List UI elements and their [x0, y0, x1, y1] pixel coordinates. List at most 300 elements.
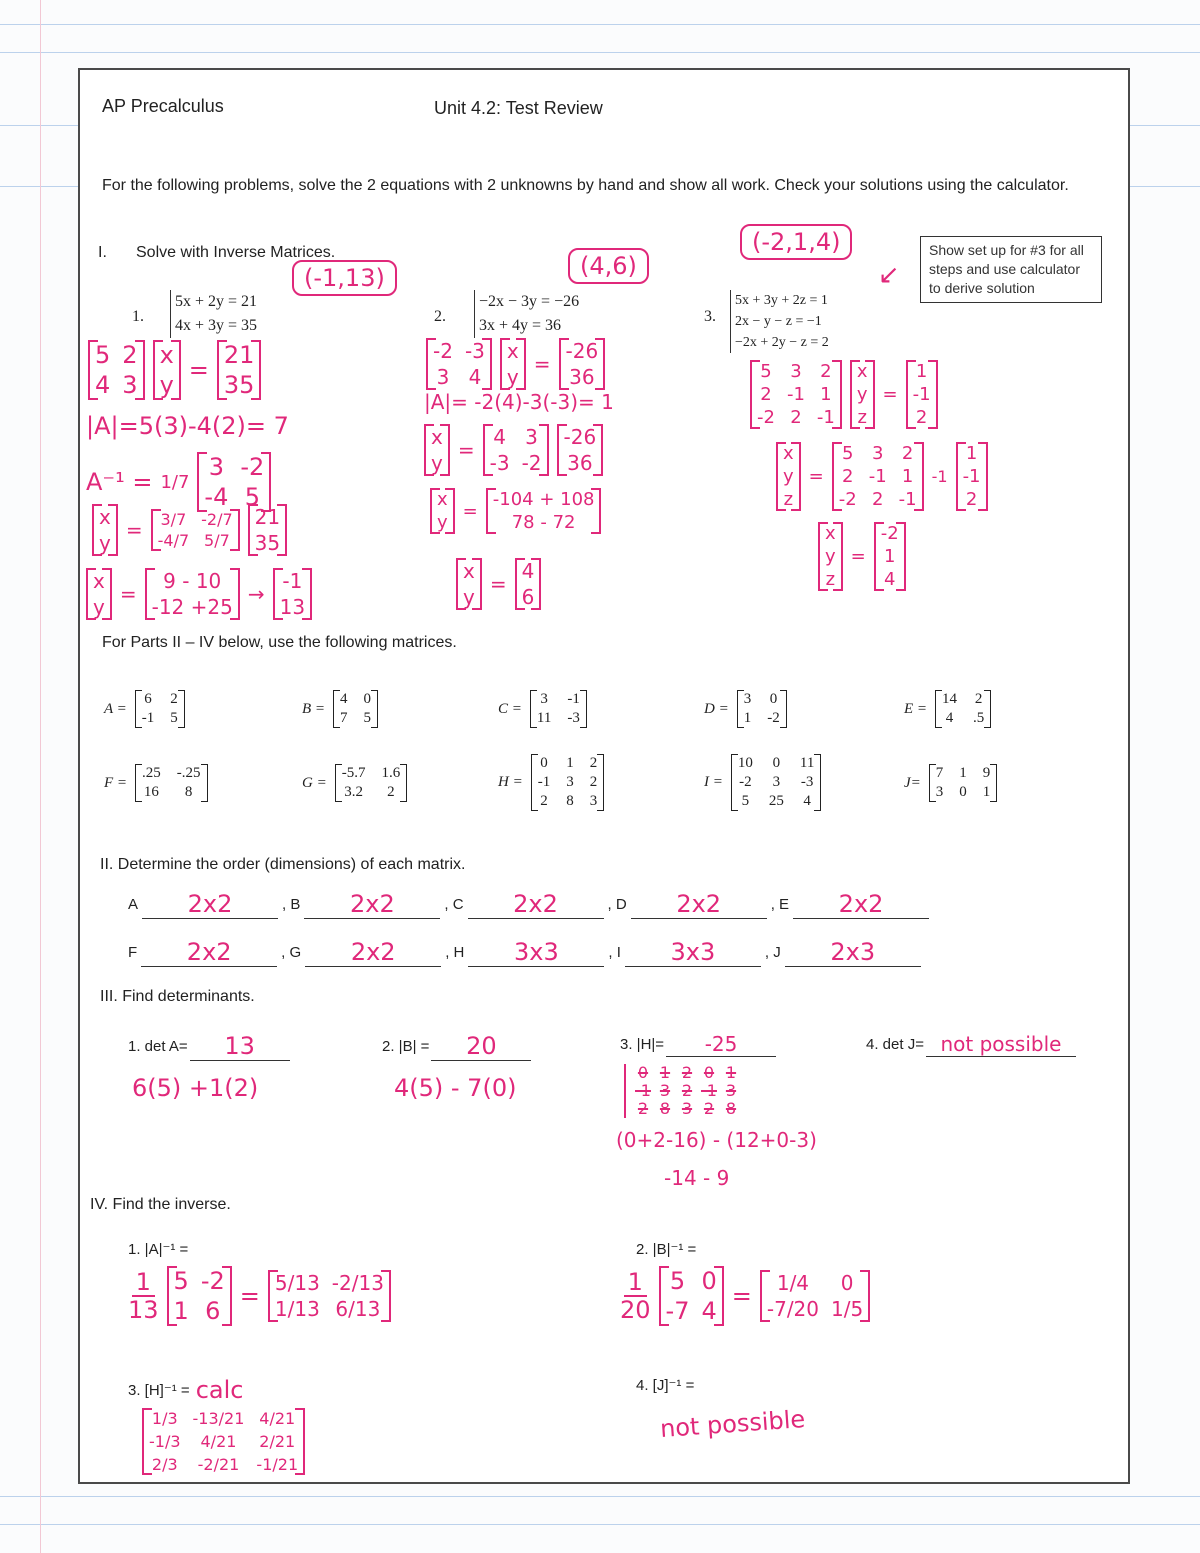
matrix-label: E =: [904, 700, 928, 717]
matrix-cell: 5: [363, 710, 372, 726]
matrix-cell: y: [825, 546, 836, 567]
matrix-cell: 3: [208, 453, 225, 481]
p1-step3-B: [248, 504, 287, 556]
matrix-cell: 4: [945, 710, 954, 726]
matrix-cell: -3: [464, 339, 485, 363]
matrix-cell: 2: [820, 361, 832, 382]
part2-row2: [128, 938, 921, 967]
matrix-cell: 36: [567, 451, 593, 475]
p2-eq2: 3x + 4y = 36: [479, 317, 562, 334]
matrix-cell: 1: [884, 546, 896, 567]
inv-q2-result: [760, 1270, 870, 1322]
matrix-cell: 13: [279, 595, 306, 619]
matrix-cell: 8: [566, 793, 574, 809]
inv-q4-answer: not possible: [659, 1404, 807, 1444]
p2-inverse-B: [557, 424, 604, 476]
p1-eq2: 4x + 3y = 35: [175, 317, 258, 334]
matrix-cell: 1/4: [776, 1271, 810, 1295]
matrix-cell: 14: [942, 691, 958, 707]
det-q1-answer: 13: [190, 1032, 290, 1061]
p1-arrow: →: [247, 582, 265, 606]
p2-setup: -2 -3 3 4 x y = -26 36: [426, 338, 605, 390]
p2-step3-X: [430, 488, 455, 534]
matrix-cell: 1: [566, 755, 574, 771]
part2-row1: [128, 890, 929, 919]
det-grid-cell: 2: [703, 1099, 715, 1118]
inv-q3-result: [142, 1408, 305, 1475]
matrix-cell: 9 - 10: [163, 569, 222, 593]
matrix-cell: 2: [540, 793, 548, 809]
p2-step3: x y = -104 + 108 78 - 72: [430, 488, 601, 534]
matrix-cell: 6: [205, 1297, 221, 1325]
matrix-cell: 11: [536, 710, 552, 726]
matrix-b: [302, 690, 378, 728]
matrix-j: [904, 764, 997, 802]
p3-inverse-matrix: [832, 442, 924, 511]
inv-q2-equals: =: [731, 1282, 752, 1310]
order-answer: 2x2: [142, 890, 278, 919]
order-label: , G: [281, 944, 302, 961]
matrix-cell: 4: [884, 569, 896, 590]
part1-title: Solve with Inverse Matrices.: [136, 244, 336, 261]
matrix-cell: 5/13: [274, 1271, 320, 1295]
worksheet-page: [78, 68, 1130, 1484]
part2-title: II. Determine the order (dimensions) of each matrix.: [100, 856, 466, 873]
p3-result-X: [818, 522, 843, 591]
matrix-cell: 3: [540, 691, 548, 707]
matrix-body: [531, 754, 605, 811]
matrix-cell: 2: [790, 407, 802, 428]
matrix-cell: 5: [173, 1267, 189, 1295]
matrix-cell: z: [783, 489, 794, 510]
matrix-cell: 35: [254, 531, 281, 555]
p1-step4: x y = 9 - 10 -12 +25 → -1 13: [86, 568, 312, 620]
p1-number: 1.: [132, 308, 144, 325]
p2-inverse: x y = 4 3 -3 -2 -26 36: [424, 424, 603, 476]
matrix-body: [135, 764, 208, 802]
order-answer: 2x2: [793, 890, 929, 919]
matrix-body: [929, 764, 998, 802]
order-label: , J: [764, 944, 781, 961]
p2-result-X: [456, 558, 482, 610]
matrix-cell: 1/5: [831, 1297, 864, 1321]
matrix-cell: y: [159, 371, 174, 399]
p3-setup-X: [850, 360, 875, 429]
matrix-cell: 21: [223, 341, 255, 369]
p3-number: 3.: [704, 308, 716, 325]
matrix-cell: 5/7: [204, 531, 230, 550]
matrix-cell: -12 +25: [151, 595, 233, 619]
part1-label: I.: [98, 244, 107, 261]
matrix-body: [333, 690, 378, 728]
matrix-e: [904, 690, 991, 728]
matrix-cell: 2: [589, 755, 598, 771]
matrix-cell: -2: [433, 339, 453, 363]
matrix-cell: 5: [842, 443, 854, 464]
matrix-cell: 2/3: [151, 1455, 178, 1474]
matrix-cell: -1: [912, 384, 931, 405]
matrix-cell: 4: [521, 559, 535, 583]
matrix-cell: x: [825, 523, 836, 544]
matrix-cell: -2: [767, 710, 780, 726]
matrix-cell: 3: [790, 361, 802, 382]
order-label: A: [128, 896, 139, 913]
matrix-cell: y: [431, 451, 443, 475]
order-answer: 3x3: [468, 938, 604, 967]
det-q4-answer: not possible: [926, 1032, 1076, 1057]
inv-q1-scalar-num: 1: [132, 1269, 155, 1297]
matrix-cell: 1: [965, 443, 978, 464]
matrix-label: B =: [302, 700, 326, 717]
det-grid-cell: 3: [659, 1081, 671, 1100]
matrix-cell: -1: [567, 691, 580, 707]
matrix-cell: 25: [768, 793, 784, 809]
matrix-cell: 0: [701, 1267, 717, 1295]
order-label: , E: [770, 896, 790, 913]
p2-setup-A: [426, 338, 492, 390]
matrix-cell: 16: [143, 784, 159, 800]
p2-setup-X: [500, 338, 526, 390]
matrix-a: [104, 690, 185, 728]
matrix-body: [135, 690, 185, 728]
matrix-cell: -.25: [176, 765, 201, 781]
det-grid-cell: 2: [681, 1063, 693, 1082]
matrix-cell: 1/13: [274, 1297, 320, 1321]
matrix-cell: 2: [901, 443, 914, 464]
instructions: For the following problems, solve the 2 equations with 2 unknowns by hand and show all work. Check your solutions using the calculator.: [102, 177, 1069, 194]
matrix-cell: -2/21: [197, 1455, 240, 1474]
matrix-cell: 5: [741, 793, 750, 809]
matrix-cell: z: [857, 407, 867, 428]
inv-q2-work: [620, 1266, 870, 1326]
order-label: F: [128, 944, 138, 961]
inv-q2-label: 2. |B|⁻¹ =: [636, 1241, 697, 1258]
matrix-cell: x: [437, 489, 448, 510]
matrix-cell: 3: [566, 774, 574, 790]
p1-step4-X: [86, 568, 112, 620]
matrix-cell: 3: [122, 371, 138, 399]
det-q2-work: 4(5) - 7(0): [394, 1074, 517, 1102]
matrix-cell: 2/21: [259, 1432, 296, 1451]
matrix-cell: 9: [982, 765, 991, 781]
det-grid-cell: -1: [701, 1081, 717, 1100]
matrix-cell: 0: [840, 1271, 854, 1295]
matrix-cell: 5: [95, 341, 111, 369]
matrix-cell: 0: [769, 691, 778, 707]
p1-inverse: [86, 452, 271, 512]
matrix-cell: 3: [589, 793, 598, 809]
order-answer: 3x3: [625, 938, 761, 967]
matrix-cell: 4: [701, 1297, 717, 1325]
matrix-cell: -1: [537, 774, 551, 790]
matrix-cell: 8: [184, 784, 193, 800]
p3-result: x y z = -2 1 4: [818, 522, 906, 591]
matrix-f: [104, 764, 208, 802]
matrix-cell: 4/21: [200, 1432, 237, 1451]
inv-q1-scalar-den: 13: [128, 1296, 159, 1324]
det-grid-cell: 8: [659, 1099, 671, 1118]
matrix-cell: 2: [915, 407, 928, 428]
matrix-cell: 3: [525, 425, 538, 449]
matrix-cell: y: [506, 365, 519, 389]
matrix-cell: y: [783, 466, 794, 487]
p3-eq2: 2x − y − z = −1: [735, 314, 822, 329]
inv-q1-scalar: [128, 1269, 159, 1323]
matrix-label: C =: [498, 700, 522, 717]
matrix-cell: x: [431, 425, 443, 449]
matrix-cell: 1/3: [151, 1409, 178, 1428]
p3-setup: 5 3 2 2 -1 1 -2 2 -1 x y z = 1 -1 2: [750, 360, 938, 429]
matrix-body: [935, 690, 991, 728]
matrix-i: [704, 754, 821, 811]
matrix-cell: .25: [142, 765, 161, 781]
matrix-cell: 3/7: [160, 510, 187, 529]
inv-q1-work: [128, 1266, 391, 1326]
matrix-cell: 4: [95, 371, 111, 399]
matrix-cell: 2: [387, 784, 395, 800]
p2-result-vector: [515, 558, 542, 610]
p1-det: |A|=5(3)-4(2)= 7: [86, 412, 289, 440]
inv-q1-matrix: [167, 1266, 232, 1326]
unit-title: Unit 4.2: Test Review: [434, 98, 603, 118]
inv-q3-note: calc: [195, 1376, 244, 1404]
matrix-cell: 0: [959, 784, 967, 800]
matrix-cell: -3: [567, 710, 580, 726]
inv-q1-equals: =: [239, 1282, 260, 1310]
matrix-cell: 2: [871, 489, 884, 510]
order-label: , B: [282, 896, 301, 913]
matrix-cell: .5: [973, 710, 985, 726]
p3-eq1: 5x + 3y + 2z = 1: [735, 293, 828, 308]
matrix-cell: 1: [982, 784, 991, 800]
det-grid-cell: 1: [725, 1063, 737, 1082]
matrix-cell: 11: [799, 755, 815, 771]
matrix-cell: x: [856, 361, 868, 382]
matrix-label: D =: [704, 700, 729, 717]
matrix-cell: 21: [254, 505, 281, 529]
matrix-cell: 3: [436, 365, 450, 389]
matrix-cell: 5: [244, 483, 260, 511]
matrix-cell: 1: [959, 765, 967, 781]
det-grid-cell: 0: [703, 1063, 715, 1082]
matrix-cell: -2/7: [201, 510, 233, 529]
matrix-cell: 1: [901, 466, 914, 487]
matrix-cell: 78 - 72: [511, 512, 576, 533]
p2-number: 2.: [434, 308, 446, 325]
p2-det: |A|= -2(4)-3(-3)= 1: [424, 390, 614, 414]
inv-q3-label: 3. [H]⁻¹ =: [128, 1382, 190, 1399]
matrix-c: [498, 690, 587, 728]
matrix-label: F =: [104, 774, 128, 791]
matrix-cell: 5: [760, 361, 772, 382]
matrix-cell: 1.6: [381, 765, 401, 781]
matrix-cell: x: [99, 505, 111, 529]
matrix-body: [737, 690, 787, 728]
matrix-cell: 0: [363, 691, 372, 707]
p3-inverse-B: [956, 442, 988, 511]
det-q3: [620, 1032, 776, 1057]
matrix-h: [498, 754, 604, 811]
p1-system: [170, 290, 257, 338]
p3-inverse: x y z = 5 3 2 2 -1 1 -2 2 -1 -1 1 -1 2: [776, 442, 988, 511]
matrix-cell: 4: [468, 365, 482, 389]
matrix-cell: 1: [173, 1297, 189, 1325]
arrow-to-note: ↙: [878, 260, 900, 290]
inv-q4-label: 4. [J]⁻¹ =: [636, 1377, 695, 1394]
matrix-cell: -1: [141, 710, 155, 726]
matrix-cell: 3: [871, 443, 884, 464]
matrix-cell: 0: [772, 755, 781, 771]
p1-setup-B: [217, 340, 262, 400]
matrix-cell: x: [93, 569, 105, 593]
matrix-body: [335, 764, 408, 802]
det-grid-cell: 3: [681, 1099, 693, 1118]
matrix-cell: -2: [521, 451, 542, 475]
p3-result-vector: [874, 522, 906, 591]
matrix-cell: -26: [565, 339, 599, 363]
matrix-cell: x: [463, 559, 475, 583]
det-q2-label: 2. |B| =: [382, 1038, 430, 1055]
matrix-cell: y: [99, 531, 111, 555]
p2-inverse-X: [424, 424, 450, 476]
matrix-cell: -7/20: [766, 1297, 820, 1321]
matrix-cell: 6: [521, 585, 535, 609]
matrix-label: H =: [498, 774, 523, 790]
p1-answer-box: (-1,13): [292, 260, 397, 296]
matrix-cell: -13/21: [192, 1409, 245, 1428]
matrix-label: I =: [704, 774, 723, 790]
matrix-d: [704, 690, 787, 728]
matrix-cell: 2: [122, 341, 138, 369]
matrix-cell: 3.2: [344, 784, 363, 800]
inv-q1-label: 1. |A|⁻¹ =: [128, 1241, 189, 1258]
det-grid-cell: 3: [725, 1081, 737, 1100]
matrix-cell: -104 + 108: [492, 489, 595, 510]
matrix-cell: -1: [282, 569, 303, 593]
order-answer: 2x3: [785, 938, 921, 967]
p3-inverse-X: [776, 442, 801, 511]
matrix-cell: -2: [739, 774, 752, 790]
order-answer: 2x2: [631, 890, 767, 919]
matrix-cell: 7: [935, 765, 944, 781]
order-label: , C: [444, 896, 464, 913]
matrix-cell: 36: [569, 365, 595, 389]
inv-q2-scalar-den: 20: [620, 1296, 651, 1324]
det-q3-work2: -14 - 9: [664, 1166, 730, 1190]
matrix-cell: 35: [223, 371, 255, 399]
inv-q1-result: [268, 1270, 391, 1322]
inv-q2-scalar-num: 1: [624, 1269, 647, 1297]
matrix-cell: -2: [200, 1267, 225, 1295]
det-grid-cell: 2: [681, 1081, 693, 1100]
p1-inverse-matrix: [197, 452, 271, 512]
p1-step3-X: [92, 504, 118, 556]
det-q1: [128, 1032, 290, 1061]
matrix-cell: -1: [962, 466, 981, 487]
matrix-cell: -4/7: [157, 531, 190, 550]
order-answer: 2x2: [141, 938, 277, 967]
matrix-cell: 10: [737, 755, 753, 771]
p3-answer-box: (-2,1,4): [740, 224, 852, 260]
matrix-cell: -3: [489, 451, 510, 475]
matrix-cell: 0: [540, 755, 548, 771]
order-answer: 2x2: [305, 938, 441, 967]
matrix-cell: z: [825, 569, 836, 590]
matrix-cell: -3: [800, 774, 814, 790]
matrix-cell: -2: [880, 523, 899, 544]
det-q2: [382, 1032, 531, 1061]
inv-q3-result-wrap: [142, 1408, 305, 1475]
inv-q2-matrix: [659, 1266, 724, 1326]
matrix-cell: 2: [974, 691, 983, 707]
det-grid-cell: 8: [725, 1099, 737, 1118]
matrix-label: J=: [904, 774, 921, 791]
matrix-cell: 4: [493, 425, 506, 449]
det-q3-answer: -25: [666, 1032, 776, 1057]
note-box: Show set up for #3 for all steps and use calculator to derive solution: [920, 236, 1102, 303]
order-label: , I: [608, 944, 621, 961]
matrix-cell: 7: [340, 710, 348, 726]
matrix-cell: -26: [563, 425, 597, 449]
matrix-cell: 4: [340, 691, 348, 707]
det-q2-answer: 20: [431, 1032, 531, 1061]
part4-title: IV. Find the inverse.: [90, 1196, 231, 1213]
matrix-cell: 6/13: [335, 1297, 381, 1321]
p1-step3: x y = 3/7 -2/7 -4/7 5/7 21 35: [92, 504, 287, 556]
matrix-body: [731, 754, 821, 811]
order-answer: 2x2: [304, 890, 440, 919]
det-q3-work1: (0+2-16) - (12+0-3): [616, 1128, 817, 1152]
p1-step4-matrix: [145, 568, 240, 620]
det-q3-grid: [624, 1064, 742, 1118]
p1-result: [273, 568, 312, 620]
p2-answer-box: (4,6): [568, 248, 649, 284]
matrix-g: [302, 764, 407, 802]
p1-setup: 5 2 4 3 x y = 21 35: [88, 340, 261, 400]
matrix-cell: 2: [589, 774, 598, 790]
matrix-cell: 5: [669, 1267, 686, 1295]
det-q3-label: 3. |H|=: [620, 1036, 665, 1053]
matrix-cell: 2: [965, 489, 978, 510]
p1-eq1: 5x + 2y = 21: [175, 293, 258, 310]
matrices-intro: For Parts II – IV below, use the following matrices.: [102, 634, 457, 651]
matrix-cell: 2: [760, 384, 772, 405]
matrix-cell: -2: [838, 489, 857, 510]
p1-inverse-scalar: 1/7: [160, 471, 190, 493]
matrix-cell: -2: [757, 407, 775, 428]
p3-setup-B: [906, 360, 938, 429]
matrix-cell: -1: [786, 384, 805, 405]
p3-system: [730, 290, 829, 353]
matrix-cell: -2/13: [331, 1271, 384, 1295]
det-q4-label: 4. det J=: [866, 1036, 924, 1053]
det-grid-cell: 0: [637, 1063, 649, 1082]
det-grid-cell: -1: [635, 1081, 651, 1100]
matrix-cell: -7: [665, 1297, 690, 1325]
p2-step3-matrix: [486, 488, 602, 534]
inv-q2-scalar: [620, 1269, 651, 1323]
order-label: , H: [445, 944, 465, 961]
det-grid-cell: 1: [659, 1063, 671, 1082]
p1-inverse-lhs: A⁻¹ =: [86, 468, 153, 496]
p3-eq3: −2x + 2y − z = 2: [735, 335, 829, 350]
matrix-label: G =: [302, 774, 327, 791]
p2-system: [474, 290, 579, 338]
p3-inverse-exponent: -1: [931, 467, 948, 486]
matrix-cell: 4/21: [259, 1409, 296, 1428]
matrix-cell: 4: [803, 793, 811, 809]
matrix-body: [530, 690, 587, 728]
